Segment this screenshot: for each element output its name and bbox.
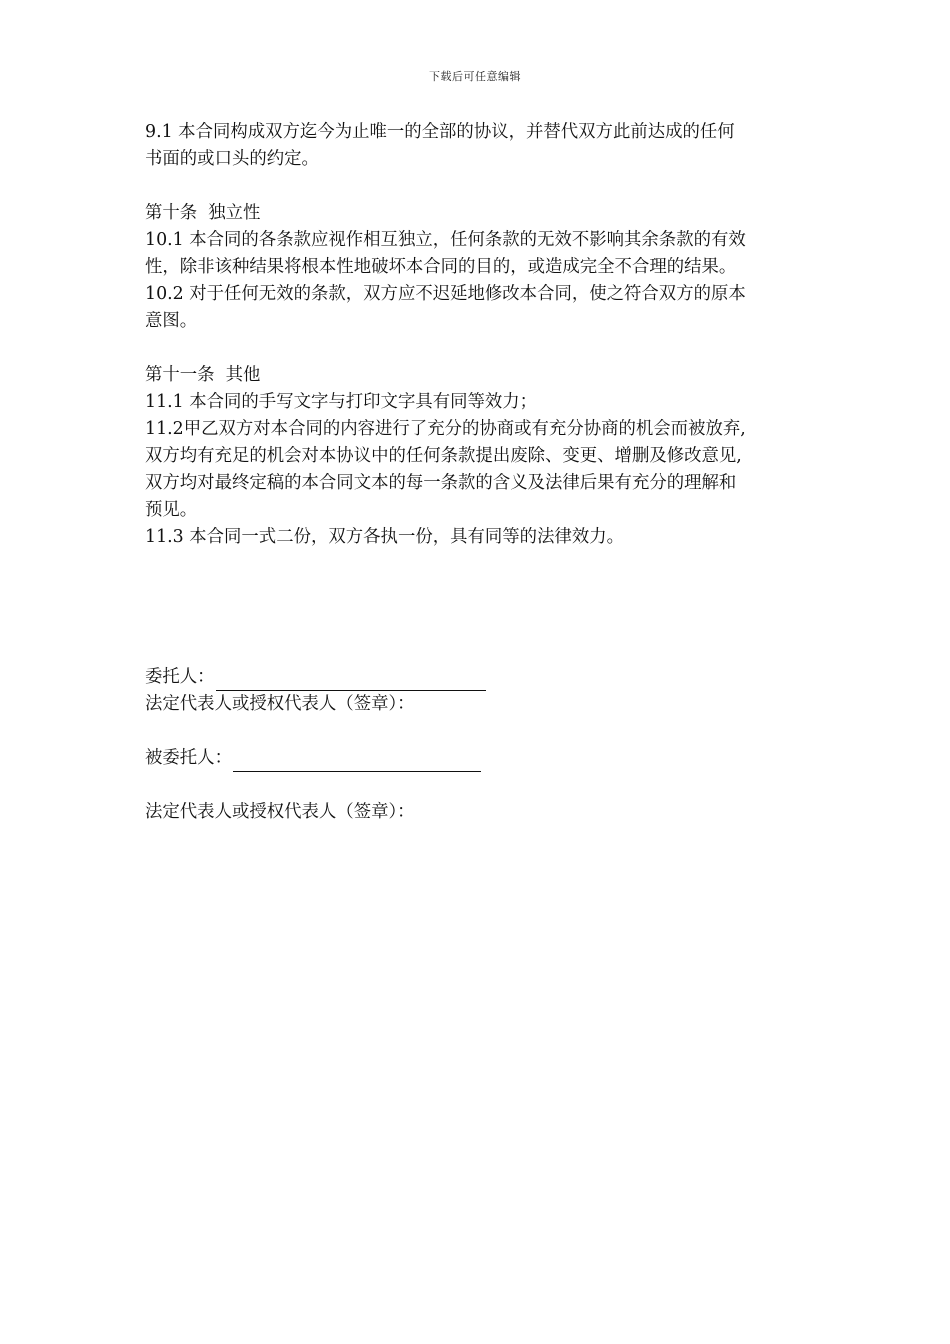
text-line: 11.3 本合同一式二份，双方各执一份，具有同等的法律效力。 [145,527,625,547]
agent-rep-label: 法定代表人或授权代表人（签章）： [145,802,415,822]
text-line: 11.1 本合同的手写文字与打印文字具有同等效力； [145,392,538,412]
clause-10 [145,200,815,335]
text-line: 9.1 本合同构成双方迄今为止唯一的全部的协议，并替代双方此前达成的任何 [145,122,735,142]
signature-block [145,664,745,826]
clause-11 [145,362,815,551]
principal-label: 委托人： [145,667,215,687]
agent-label: 被委托人： [145,748,232,768]
principal-rep-label: 法定代表人或授权代表人（签章）： [145,694,415,714]
principal-signature-line[interactable] [216,670,486,691]
text-line: 意图。 [145,311,198,331]
principal-rep-row [145,691,745,718]
text-line: 11.2甲乙双方对本合同的内容进行了充分的协商或有充分协商的机会而被放弃, [145,419,746,439]
text-line: 10.1 本合同的各条款应视作相互独立，任何条款的无效不影响其余条款的有效 [145,230,746,250]
text-line: 双方均对最终定稿的本合同文本的每一条款的含义及法律后果有充分的理解和 [145,473,737,493]
header-note: 下载后可任意编辑 [429,70,521,83]
text-line: 性，除非该种结果将根本性地破坏本合同的目的，或造成完全不合理的结果。 [145,257,737,277]
text-line: 10.2 对于任何无效的条款，双方应不迟延地修改本合同，使之符合双方的原本 [145,284,746,304]
clause-10-title: 第十条 独立性 [145,203,261,223]
spacer [145,335,815,362]
text-line: 预见。 [145,500,198,520]
principal-signature-row [145,664,745,691]
agent-signature-row [145,745,745,772]
agent-signature-line[interactable] [233,751,481,772]
spacer [145,718,745,745]
contract-body [145,119,815,551]
clause-9-1 [145,119,815,173]
agent-rep-row [145,799,745,826]
spacer [145,772,745,799]
spacer [145,173,815,200]
text-line: 双方均有充足的机会对本协议中的任何条款提出废除、变更、增删及修改意见, [145,446,742,466]
text-line: 书面的或口头的约定。 [145,149,319,169]
clause-11-title: 第十一条 其他 [145,365,261,385]
